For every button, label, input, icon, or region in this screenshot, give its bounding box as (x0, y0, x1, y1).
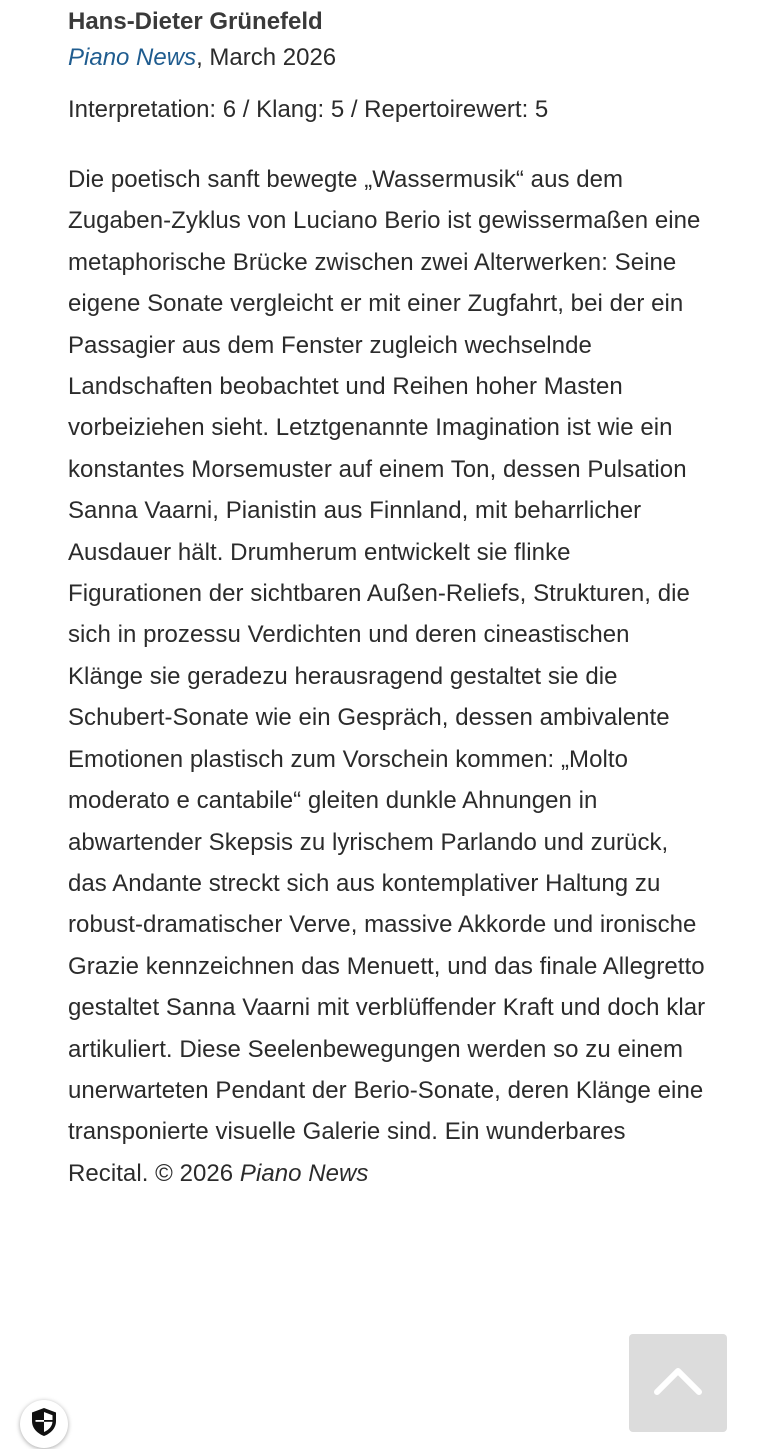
review-ratings: Interpretation: 6 / Klang: 5 / Repertoirewert: 5 (68, 96, 549, 123)
copyright-publication: Piano News (239, 1159, 369, 1187)
copyright-notice: © 2026 (155, 1159, 234, 1187)
review-content (68, 4, 708, 1194)
review-author: Hans-Dieter Grünefeld (68, 8, 323, 35)
shield-icon (30, 1407, 58, 1442)
privacy-settings-button[interactable] (20, 1400, 68, 1448)
chevron-up-icon (653, 1366, 703, 1401)
scroll-to-top-button[interactable] (629, 1334, 727, 1432)
review-date: , March 2026 (196, 44, 337, 71)
review-body (68, 159, 708, 1194)
publication-link[interactable]: Piano News (68, 44, 197, 71)
review-text: Die poetisch sanft bewegte „Wassermusik“ aus dem Zugaben-Zyklus von Luciano Berio ist gewissermaßen eine metaphorische Brücke zwischen zwei Alterwerken: Seine eigene Sonate vergleicht er mit einer Zugfahrt, bei der ein Passagier aus dem Fenster zugleich wechselnde Landschaften beobachtet und Reihen hoher Masten vorbeiziehen sieht. Letztgenannte Imagination ist wie ein konstantes Morsemuster auf einem Ton, dessen Pulsation Sanna Vaarni, Pianistin aus Finnland, mit beharrlicher Ausdauer hält. Drumherum entwickelt sie flinke Figurationen der sichtbaren Außen-Reliefs, Strukturen, die sich in prozessu Verdichten und deren cineastischen Klänge sie geradezu herausragend gestaltet sie die Schubert-Sonate wie ein Gespräch, dessen ambivalente Emotionen plastisch zum Vorschein kommen: „Molto moderato e cantabile“ gleiten dunkle Ahnungen in abwartender Skepsis zu lyrischem Parlando und zurück, das Andante streckt sich aus kontemplativer Haltung zu robust-dramatischer Verve, massive Akkorde und ironische Grazie kennzeichnen das Menuett, und das finale Allegretto gestaltet Sanna Vaarni mit verblüffender Kraft und doch klar artikuliert. Diese Seelenbewegungen werden so zu einem unerwarteten Pendant der Berio-Sonate, deren Klänge eine transponierte visuelle Galerie sind. Ein wunderbares Recital. (68, 166, 706, 1187)
review-source (68, 40, 708, 76)
